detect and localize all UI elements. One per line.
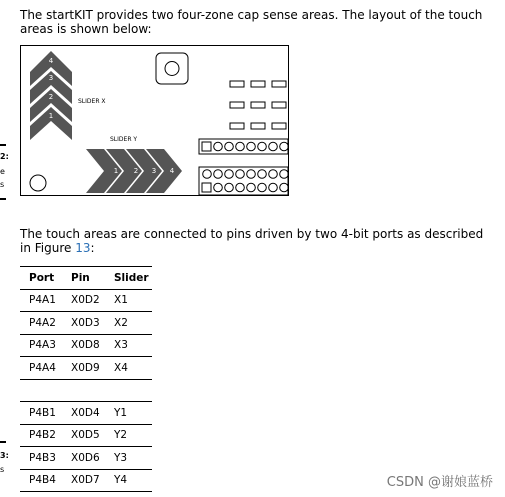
port-cell: P4B4 bbox=[20, 469, 71, 492]
slider-cell: X4 bbox=[114, 357, 152, 380]
watermark: CSDN @谢娘蓝桥 bbox=[386, 475, 493, 490]
table-row bbox=[20, 357, 152, 380]
table-row bbox=[20, 312, 152, 335]
port-cell: P4A1 bbox=[20, 289, 71, 312]
column-header-slider: Slider bbox=[114, 267, 152, 290]
slider-cell: X1 bbox=[114, 289, 152, 312]
column-header-port: Port bbox=[20, 267, 71, 290]
table-row bbox=[20, 334, 152, 357]
margin-rule bbox=[0, 198, 6, 200]
connection-paragraph bbox=[20, 228, 490, 255]
table-row bbox=[20, 424, 152, 447]
pin-cell: X0D7 bbox=[71, 469, 114, 492]
margin-rule bbox=[0, 144, 6, 146]
slider-cell: X2 bbox=[114, 312, 152, 335]
slider-x-number: 2 bbox=[48, 93, 54, 101]
intro-paragraph: The startKIT provides two four-zone cap sense areas. The layout of the touch areas is shown below: bbox=[20, 8, 483, 36]
pin-cell: X0D3 bbox=[71, 312, 114, 335]
margin-rule bbox=[0, 441, 6, 443]
port-pin-table bbox=[20, 266, 152, 492]
margin-fragment: s bbox=[0, 180, 5, 189]
margin-fragment: 3: bbox=[0, 451, 9, 460]
slider-cell: X3 bbox=[114, 334, 152, 357]
slider-cell: Y1 bbox=[114, 402, 152, 425]
port-cell: P4A4 bbox=[20, 357, 71, 380]
pin-cell: X0D4 bbox=[71, 402, 114, 425]
slider-x-number: 3 bbox=[48, 74, 54, 82]
table-row bbox=[20, 289, 152, 312]
pin-cell: X0D6 bbox=[71, 447, 114, 470]
figure-link[interactable]: 13 bbox=[75, 240, 91, 255]
table-row bbox=[20, 469, 152, 492]
slider-y-label: SLIDER Y bbox=[110, 136, 138, 143]
slider-y-number: 2 bbox=[133, 167, 139, 175]
slider-y-number: 4 bbox=[169, 167, 175, 175]
pin-cell: X0D8 bbox=[71, 334, 114, 357]
margin-fragment: e bbox=[0, 167, 5, 176]
table-spacer-row bbox=[20, 379, 152, 402]
column-header-pin: Pin bbox=[71, 267, 114, 290]
table-header-row bbox=[20, 267, 152, 290]
table-row bbox=[20, 447, 152, 470]
pin-cell: X0D5 bbox=[71, 424, 114, 447]
table-row bbox=[20, 402, 152, 425]
slider-y-number: 3 bbox=[151, 167, 157, 175]
slider-x-number: 1 bbox=[48, 112, 54, 120]
pin-cell: X0D9 bbox=[71, 357, 114, 380]
connection-text: The touch areas are connected to pins driven by two 4-bit ports as described in Figure bbox=[20, 227, 484, 255]
slider-cell: Y4 bbox=[114, 469, 152, 492]
port-cell: P4A3 bbox=[20, 334, 71, 357]
port-cell: P4B3 bbox=[20, 447, 71, 470]
port-cell: P4B1 bbox=[20, 402, 71, 425]
margin-fragment: 2: bbox=[0, 152, 9, 161]
slider-cell: Y3 bbox=[114, 447, 152, 470]
port-cell: P4B2 bbox=[20, 424, 71, 447]
startkit-board-diagram bbox=[20, 45, 290, 197]
slider-y-number: 1 bbox=[113, 167, 119, 175]
connection-text-end: : bbox=[90, 240, 95, 255]
slider-x-label: SLIDER X bbox=[78, 98, 106, 105]
port-cell: P4A2 bbox=[20, 312, 71, 335]
pin-cell: X0D2 bbox=[71, 289, 114, 312]
slider-x-number: 4 bbox=[48, 57, 54, 65]
margin-fragment: s bbox=[0, 465, 5, 474]
slider-cell: Y2 bbox=[114, 424, 152, 447]
